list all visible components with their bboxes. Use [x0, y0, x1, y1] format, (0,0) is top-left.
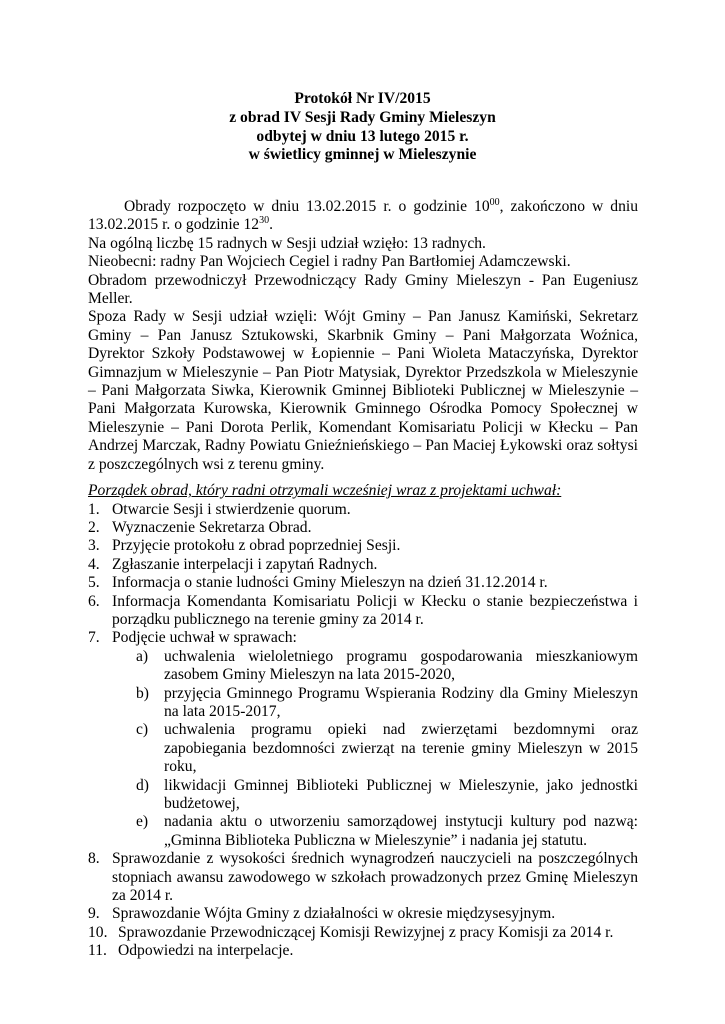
title-line-3: odbytej w dniu 13 lutego 2015 r. — [256, 127, 469, 145]
agenda-item — [88, 556, 638, 574]
agenda-subitem — [136, 685, 638, 722]
agenda-heading: Porządek obrad, który radni otrzymali wcześniej wraz z projektami uchwał: — [88, 482, 562, 500]
agenda-item-number: 5. — [88, 574, 100, 592]
agenda-item-number: 6. — [88, 592, 100, 610]
agenda-item-number: 7. — [88, 629, 100, 647]
document-title — [0, 90, 725, 165]
agenda-list — [88, 501, 638, 961]
opening-text-b: , zakończono w dniu 13.02.2015 r. o godzinie 12 — [88, 198, 639, 234]
agenda-item-number: 3. — [88, 537, 100, 555]
chair-line: Obradom przewodniczył Przewodniczący Rady Gminy Mieleszyn - Pan Eugeniusz Meller. — [88, 271, 638, 308]
agenda-item — [88, 905, 638, 923]
agenda-subitem-text: uchwalenia programu opieki nad zwierzętami bezdomnymi oraz zapobiegania bezdomności zwierząt na terenie gminy Mieleszyn w 2015 roku, — [164, 721, 638, 776]
agenda-item-text: Informacja Komendanta Komisariatu Policji w Kłecku o stanie bezpieczeństwa i porządku publicznego na terenie gminy za 2014 r. — [112, 592, 638, 628]
agenda-item-number: 11. — [88, 942, 107, 960]
title-line-2: z obrad IV Sesji Rady Gminy Mieleszyn — [229, 108, 496, 126]
agenda-item-text: Sprawozdanie z wysokości średnich wynagrodzeń nauczycieli na poszczególnych stopniach awansu zawodowego w szkołach prowadzonych przez Gminę Mieleszyn za 2014 r. — [112, 850, 638, 905]
agenda-subitem — [136, 721, 638, 776]
agenda-item — [88, 629, 638, 850]
opening-text-a: Obrady rozpoczęto w dniu 13.02.2015 r. o godzinie 10 — [124, 198, 490, 215]
agenda-item — [88, 942, 638, 960]
opening-text-c: . — [269, 216, 273, 234]
agenda-item — [88, 519, 638, 537]
agenda-subitem — [136, 813, 638, 850]
agenda-subitem-letter: e) — [136, 813, 149, 831]
agenda-subitem-text: likwidacji Gminnej Biblioteki Publicznej w Mieleszynie, jako jednostki budżetowej, — [164, 776, 638, 812]
attendance-line: Na ogólną liczbę 15 radnych w Sesji udział wzięło: 13 radnych. — [88, 234, 486, 252]
agenda-item — [88, 593, 638, 630]
document-body — [88, 198, 638, 961]
agenda-subitem-text: uchwalenia wieloletniego programu gospodarowania mieszkaniowym zasobem Gminy Mieleszyn na lata 2015-2020, — [164, 647, 638, 684]
title-line-1: Protokół Nr IV/2015 — [294, 90, 431, 107]
agenda-subitem-letter: c) — [136, 721, 149, 739]
agenda-item-text: Podjęcie uchwał w sprawach: — [112, 629, 297, 647]
opening-time-end-minutes: 30 — [259, 215, 270, 227]
agenda-item — [88, 924, 638, 942]
title-line-4: w świetlicy gminnej w Mieleszynie — [248, 146, 477, 164]
agenda-item-number: 9. — [88, 905, 100, 923]
agenda-item-text: Sprawozdanie Przewodniczącej Komisji Rewizyjnej z pracy Komisji za 2014 r. — [118, 923, 614, 941]
guests-paragraph: Spoza Rady w Sesji udział wzięli: Wójt Gminy – Pan Janusz Kamiński, Sekretarz Gminy – Pan Janusz Sztukowski, Skarbnik Gminy – Pani Małgorzata Woźnica, Dyrektor Szkoły Podstawowej w Łopiennie – Pani Wioleta Mataczyńska, Dyrektor Gimnazjum w Mieleszynie – Pan Piotr Matysiak, Dyrektor Przedszkola w Mieleszynie – Pani Małgorzata Siwka, Kierownik Gminnej Biblioteki Publicznej w Mieleszynie – Pani Małgorzata Kurowska, Kierownik Gminnego Ośrodka Pomocy Społecznej w Mieleszynie – Pani Dorota Perlik, Komendant Komisariatu Policji w Kłecku – Pan Andrzej Marczak, Radny Powiatu Gnieźnieńskiego – Pan Maciej Łykowski oraz sołtysi z poszczególnych wsi z terenu gminy. — [88, 308, 638, 473]
agenda-subitem-letter: d) — [136, 776, 149, 794]
agenda-subitem-letter: b) — [136, 684, 149, 702]
agenda-item-text: Sprawozdanie Wójta Gminy z działalności w okresie międzysesyjnym. — [112, 905, 556, 923]
opening-paragraph — [88, 198, 638, 235]
agenda-item-text: Otwarcie Sesji i stwierdzenie quorum. — [112, 500, 351, 518]
agenda-item — [88, 574, 638, 592]
agenda-item-number: 8. — [88, 850, 100, 868]
agenda-item — [88, 850, 638, 905]
agenda-item — [88, 501, 638, 519]
agenda-subitem-text: przyjęcia Gminnego Programu Wspierania Rodziny dla Gminy Mieleszyn na lata 2015-2017, — [164, 684, 638, 720]
absent-line: Nieobecni: radny Pan Wojciech Cegiel i radny Pan Bartłomiej Adamczewski. — [88, 253, 571, 271]
agenda-subitem — [136, 777, 638, 814]
agenda-item-text: Informacja o stanie ludności Gminy Mieleszyn na dzień 31.12.2014 r. — [112, 574, 548, 592]
agenda-item-text: Przyjęcie protokołu z obrad poprzedniej Sesji. — [112, 537, 401, 555]
agenda-sublist — [112, 648, 638, 850]
agenda-item-number: 10. — [88, 923, 108, 941]
agenda-subitem-letter: a) — [136, 647, 149, 665]
agenda-item-number: 1. — [88, 500, 100, 518]
opening-time-start-minutes: 00 — [489, 196, 500, 208]
agenda-item-number: 2. — [88, 518, 100, 536]
agenda-item-text: Zgłaszanie interpelacji i zapytań Radnych. — [112, 555, 378, 573]
agenda-item — [88, 537, 638, 555]
agenda-subitem-text: nadania aktu o utworzeniu samorządowej instytucji kultury pod nazwą: „Gminna Biblioteka Publiczna w Mieleszynie” i nadania jej statutu. — [164, 813, 638, 849]
agenda-item-text: Wyznaczenie Sekretarza Obrad. — [112, 518, 312, 536]
agenda-item-text: Odpowiedzi na interpelacje. — [118, 942, 294, 960]
agenda-item-number: 4. — [88, 555, 100, 573]
agenda-subitem — [136, 648, 638, 685]
